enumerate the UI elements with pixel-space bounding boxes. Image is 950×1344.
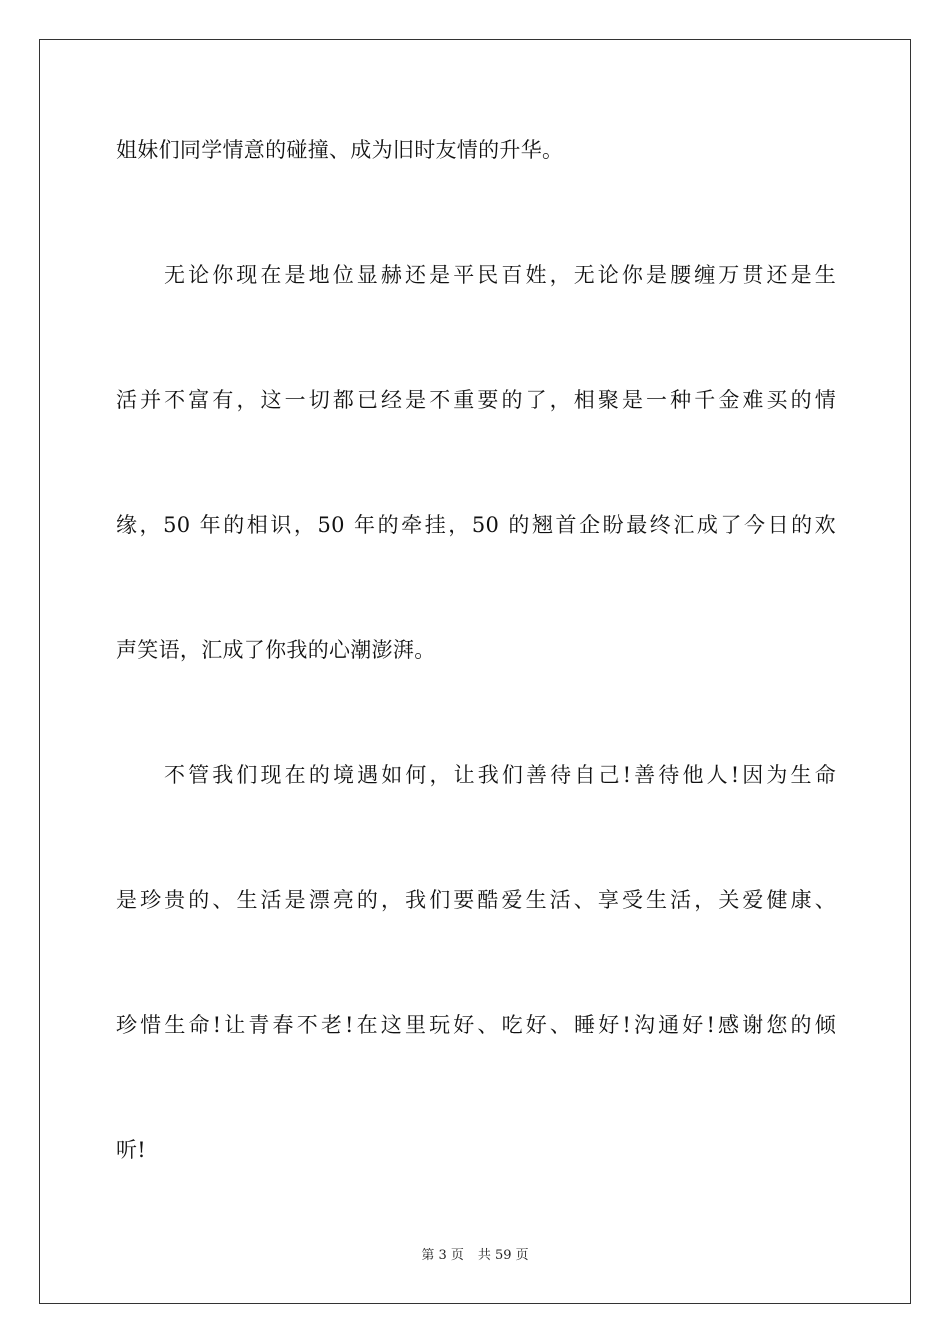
paragraph-line: 是珍贵的、生活是漂亮的，我们要酷爱生活、享受生活，关爱健康、 bbox=[116, 888, 836, 912]
paragraph-line: 不管我们现在的境遇如何，让我们善待自己!善待他人!因为生命 bbox=[164, 763, 836, 787]
page-number: 第 3 页 bbox=[421, 1248, 464, 1263]
paragraph-line: 听! bbox=[116, 1138, 147, 1162]
page-total: 共 59 页 bbox=[477, 1248, 529, 1263]
paragraph-line: 无论你现在是地位显赫还是平民百姓，无论你是腰缠万贯还是生 bbox=[164, 263, 836, 287]
paragraph-line: 声笑语，汇成了你我的心潮澎湃。 bbox=[116, 638, 436, 662]
paragraph-line: 缘，50 年的相识，50 年的牵挂，50 的翘首企盼最终汇成了今日的欢 bbox=[116, 513, 836, 537]
paragraph-line: 姐妹们同学情意的碰撞、成为旧时友情的升华。 bbox=[116, 138, 564, 162]
page-footer bbox=[0, 1247, 950, 1265]
paragraph-line: 珍惜生命!让青春不老!在这里玩好、吃好、睡好!沟通好!感谢您的倾 bbox=[116, 1013, 836, 1037]
page-border bbox=[39, 39, 911, 1304]
paragraph-line: 活并不富有，这一切都已经是不重要的了，相聚是一种千金难买的情 bbox=[116, 388, 836, 412]
